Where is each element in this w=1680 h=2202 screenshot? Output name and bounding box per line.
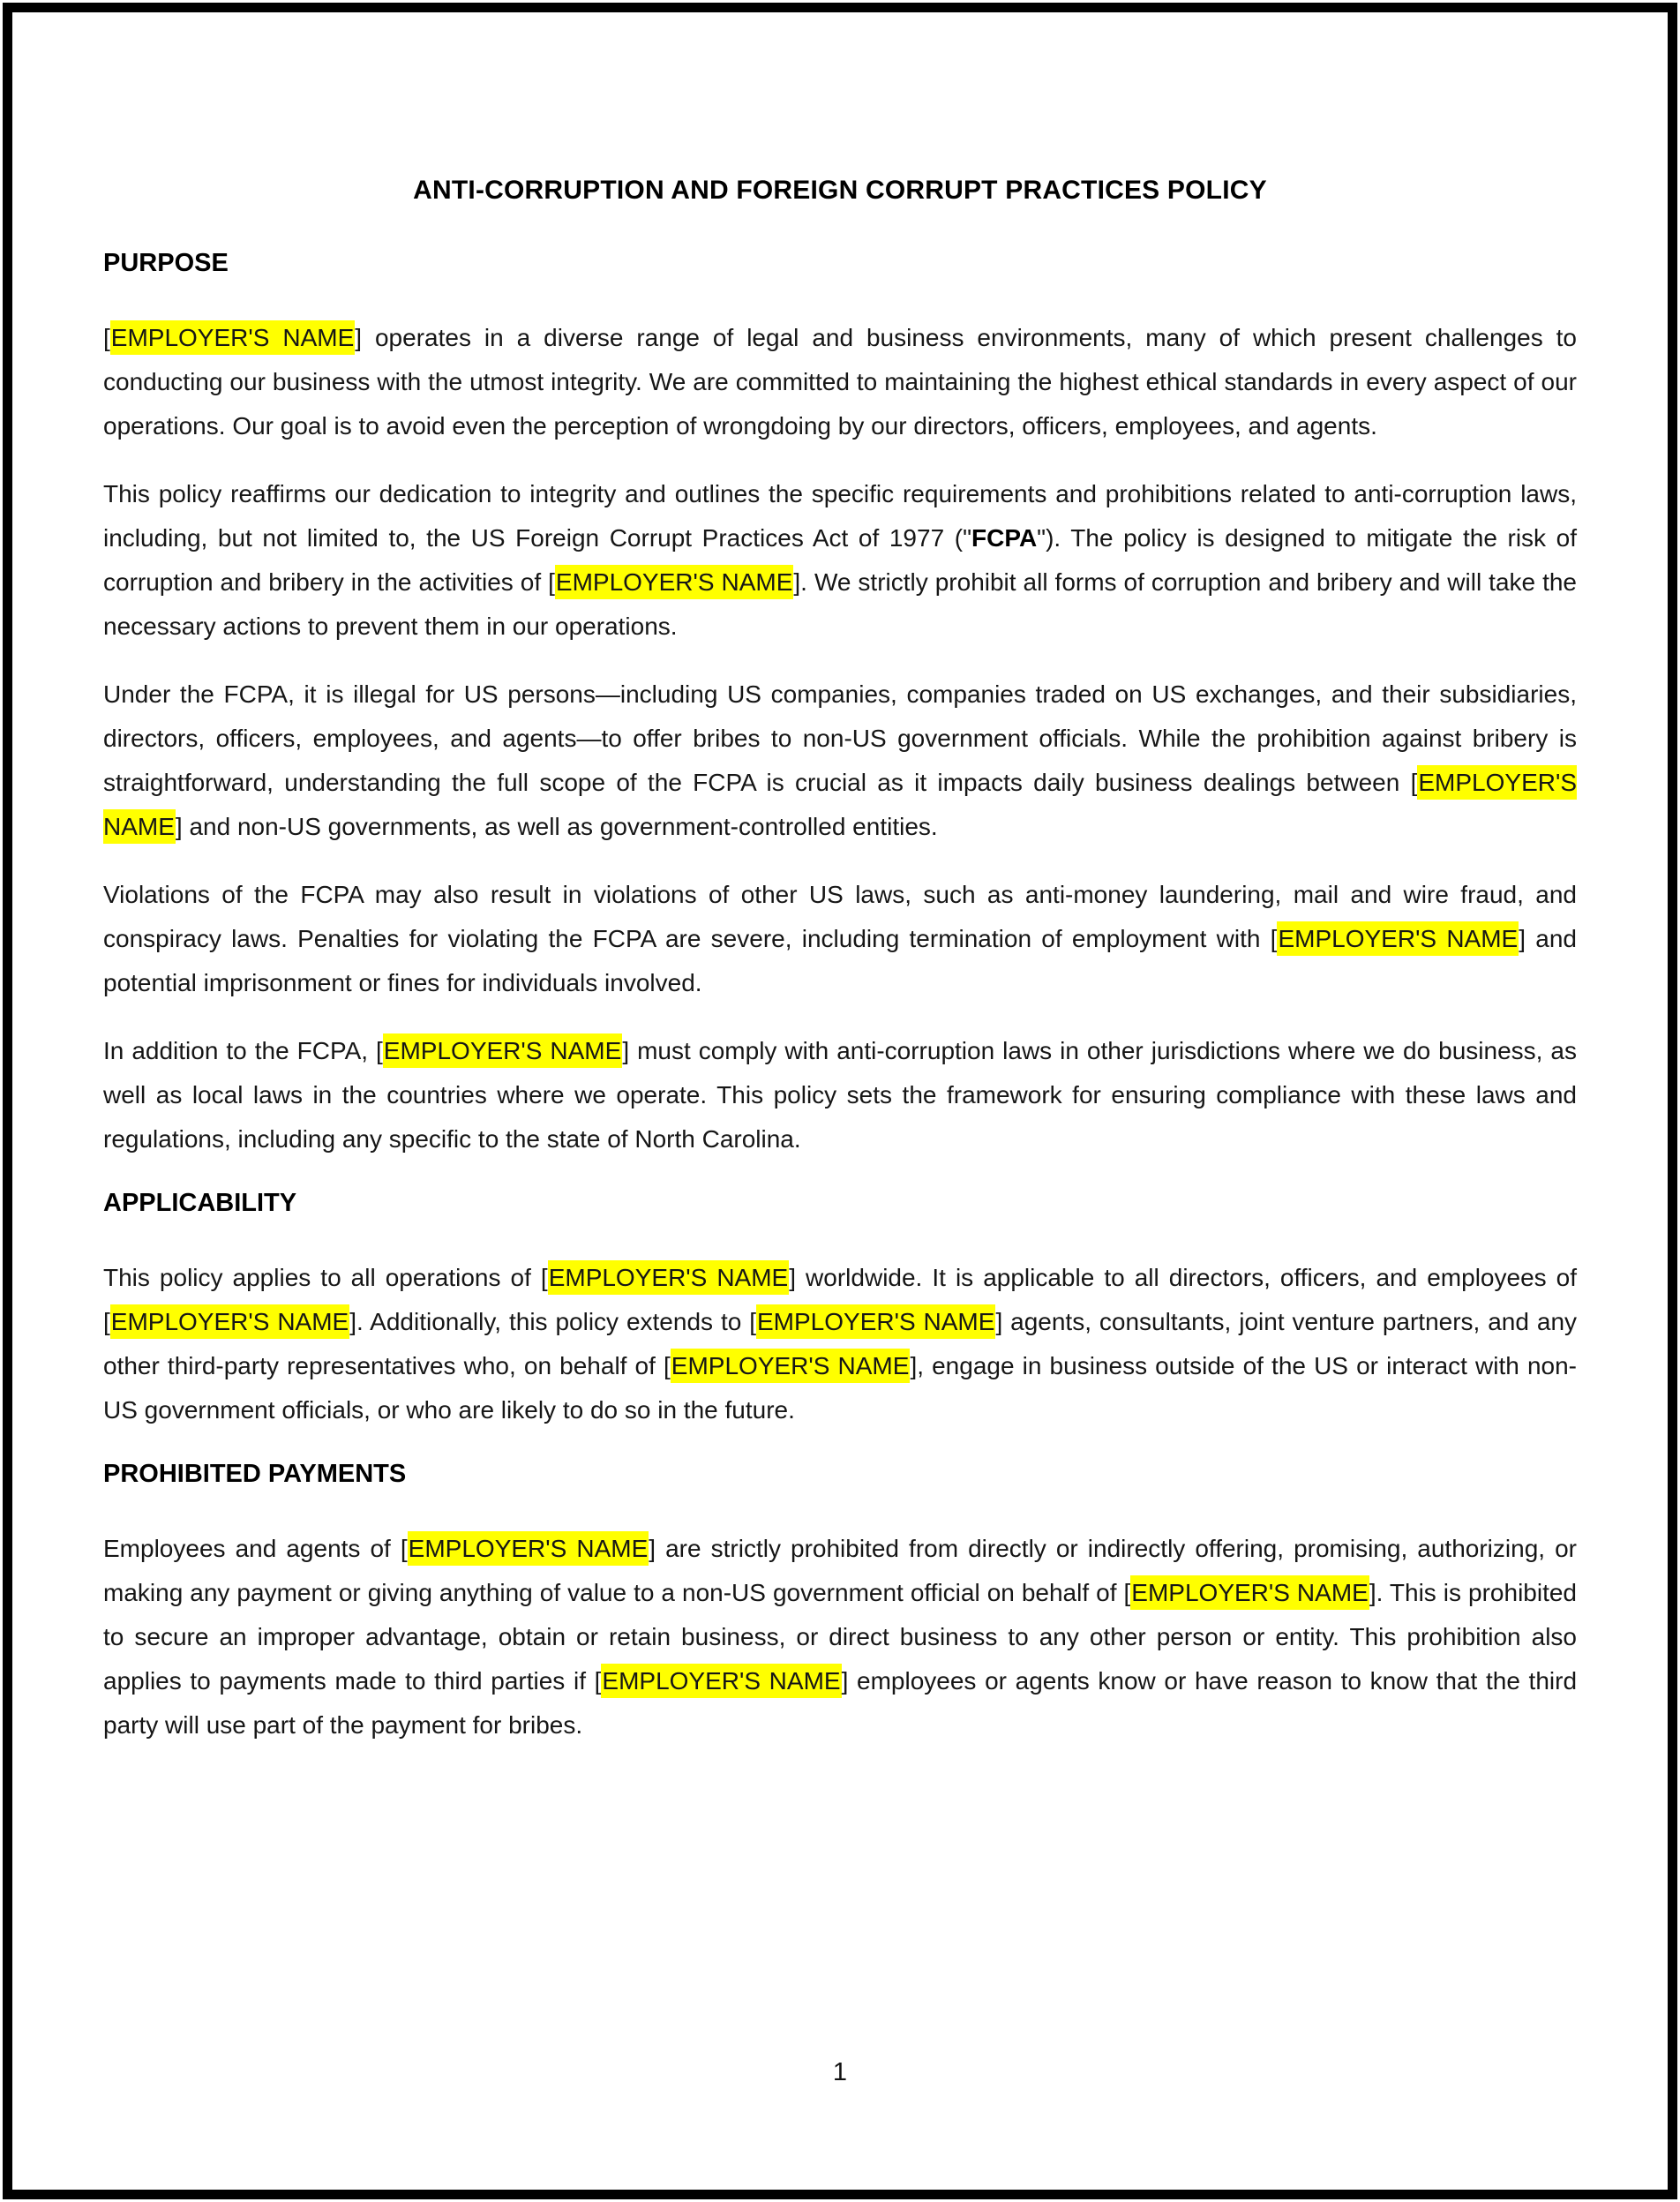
text-run: ]. This is prohibited to secure an improper advantage, obtain or retain business, or direct business to any other person or entity. This prohibition also applies to payments made to third parties if [ <box>103 1579 1578 1695</box>
text-run: ] and potential imprisonment or fines for individuals involved. <box>103 925 1577 996</box>
text-run: In addition to the FCPA, [ <box>103 1037 383 1064</box>
text-run: ]. We strictly prohibit all forms of corruption and bribery and will take the necessary actions to prevent them in our operations. <box>103 568 1578 640</box>
text-run: ] worldwide. It is applicable to all directors, officers, and employees of [ <box>103 1264 1578 1335</box>
text-run: ] agents, consultants, joint venture partners, and any other third-party representatives who, on behalf of [ <box>103 1308 1578 1379</box>
employer-name-highlight: EMPLOYER'S NAME <box>110 320 355 355</box>
text-run: ] employees or agents know or have reason to know that the third party will use part of the payment for bribes. <box>103 1667 1578 1739</box>
text-run: ] operates in a diverse range of legal and business environments, many of which present challenges to conducting our business with the utmost integrity. We are committed to maintaining the highest ethical standards in every aspect of our operations. Our goal is to avoid even the perception of wrongdoing by our directors, officers, employees, and agents. <box>103 324 1578 440</box>
text-run: This policy applies to all operations of [ <box>103 1264 548 1291</box>
text-run: ] must comply with anti-corruption laws in other jurisdictions where we do business, as well as local laws in the countries where we operate. This policy sets the framework for ensuring compliance with these laws and regulations, including any specific to the state of North Carolina. <box>103 1037 1578 1153</box>
policy-paragraph <box>103 673 1577 849</box>
section-heading-purpose: PURPOSE <box>103 249 229 277</box>
text-run: "). The policy is designed to mitigate the risk of corruption and bribery in the activities of [ <box>103 524 1577 596</box>
page-number: 1 <box>832 2058 848 2086</box>
policy-paragraph <box>103 1256 1577 1432</box>
document-sections <box>103 245 1577 1747</box>
policy-paragraph <box>103 873 1577 1005</box>
text-run: This policy reaffirms our dedication to integrity and outlines the specific requirements and prohibitions related to anti-corruption laws, including, but not limited to, the US Foreign Corrupt Practices Act of 1977 (" <box>103 480 1577 552</box>
text-run: ] are strictly prohibited from directly or indirectly offering, promising, authorizing, or making any payment or giving anything of value to a non-US government official on behalf of [ <box>103 1535 1578 1606</box>
employer-name-highlight: EMPLOYER'S NAME <box>601 1664 841 1698</box>
policy-paragraph <box>103 1527 1577 1747</box>
employer-name-highlight: EMPLOYER'S NAME <box>103 765 1577 844</box>
text-run: Violations of the FCPA may also result in violations of other US laws, such as anti-money laundering, mail and wire fraud, and conspiracy laws. Penalties for violating the FCPA are severe, including termination of employment with [ <box>103 881 1577 952</box>
text-run: [ <box>103 324 110 351</box>
employer-name-highlight: EMPLOYER'S NAME <box>548 1260 790 1295</box>
text-run: ]. Additionally, this policy extends to [ <box>349 1308 756 1335</box>
section-heading-applicability: APPLICABILITY <box>103 1189 297 1217</box>
document-content <box>103 173 1577 1771</box>
document-title: ANTI-CORRUPTION AND FOREIGN CORRUPT PRACTICES POLICY <box>413 176 1267 205</box>
employer-name-highlight: EMPLOYER'S NAME <box>1130 1575 1369 1610</box>
employer-name-highlight: EMPLOYER'S NAME <box>408 1531 649 1566</box>
text-run: ] and non-US governments, as well as government-controlled entities. <box>175 813 938 840</box>
text-run: Employees and agents of [ <box>103 1535 408 1562</box>
section-heading-prohibited-payments: PROHIBITED PAYMENTS <box>103 1460 407 1488</box>
policy-paragraph <box>103 316 1577 448</box>
policy-paragraph <box>103 472 1577 649</box>
bold-term: FCPA <box>971 524 1038 552</box>
text-run: ], engage in business outside of the US or interact with non-US government officials, or who are likely to do so in the future. <box>103 1352 1577 1424</box>
text-run: Under the FCPA, it is illegal for US persons—including US companies, companies traded on US exchanges, and their subsidiaries, directors, officers, employees, and agents—to offer bribes to non-US government officials. While the prohibition against bribery is straightforward, understanding the full scope of the FCPA is crucial as it impacts daily business dealings between [ <box>103 680 1577 796</box>
employer-name-highlight: EMPLOYER'S NAME <box>383 1033 623 1068</box>
employer-name-highlight: EMPLOYER'S NAME <box>110 1304 349 1339</box>
employer-name-highlight: EMPLOYER'S NAME <box>555 565 794 599</box>
policy-paragraph <box>103 1029 1577 1161</box>
employer-name-highlight: EMPLOYER'S NAME <box>756 1304 995 1339</box>
employer-name-highlight: EMPLOYER'S NAME <box>671 1349 911 1383</box>
employer-name-highlight: EMPLOYER'S NAME <box>1277 921 1519 956</box>
